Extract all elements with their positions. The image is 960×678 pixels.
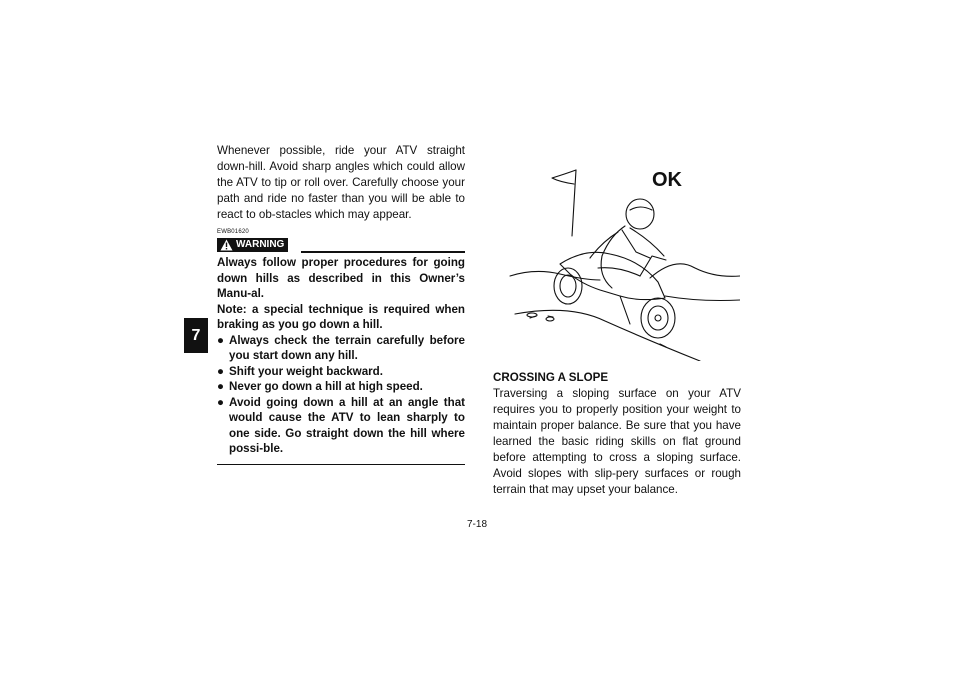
bullet-icon: ● [217, 333, 225, 347]
atv-rider-drawing [490, 156, 740, 361]
warning-label: WARNING [236, 239, 285, 250]
right-column [493, 370, 741, 498]
page-number: 7-18 [467, 519, 488, 530]
warning-triangle-icon [220, 239, 233, 251]
list-item: ● Always check the terrain carefully before you start down any hill. [217, 333, 465, 362]
warning-badge [217, 238, 288, 252]
intro-paragraph: Whenever possible, ride your ATV straight down-hill. Avoid sharp angles which could allow the ATV to tip or roll over. Carefully choose your path and ride no faster than you will be able to react to ob-stacles which may appear. [217, 144, 465, 221]
list-item: ● Never go down a hill at high speed. [217, 380, 423, 393]
bullet-icon: ● [217, 380, 225, 393]
warning-bullet-list [217, 333, 465, 457]
warning-rule [301, 251, 465, 253]
list-item: ● Shift your weight backward. [217, 364, 383, 378]
ok-label: OK [652, 169, 682, 191]
list-item: ● Avoid going down a hill at an angle that would cause the ATV to lean sharply to one side. Go straight down the hill where possi-ble. [217, 395, 465, 455]
warning-text-1: Always follow proper procedures for going down hills as described in this Owner’s Manu-al. [217, 256, 465, 300]
warning-code: EWB01620 [217, 229, 249, 235]
slope-paragraph: Traversing a sloping surface on your ATV requires you to properly position your weight to maintain proper balance. Be sure that you have learned the basic riding skills on flat ground before attempting to cross a sloping surface. Avoid slopes with slip-pery surfaces or rough terrain that may upset your balance. [493, 387, 741, 496]
warning-header [217, 238, 465, 253]
bullet-icon: ● [217, 395, 225, 409]
bullet-icon: ● [217, 364, 225, 378]
chapter-tab: 7 [184, 318, 208, 353]
warning-text-2: Note: a special technique is required when braking as you go down a hill. [217, 302, 465, 331]
atv-downhill-illustration [490, 156, 740, 361]
left-column [217, 143, 465, 465]
section-heading: CROSSING A SLOPE [493, 371, 609, 384]
warning-end-rule [217, 464, 465, 466]
